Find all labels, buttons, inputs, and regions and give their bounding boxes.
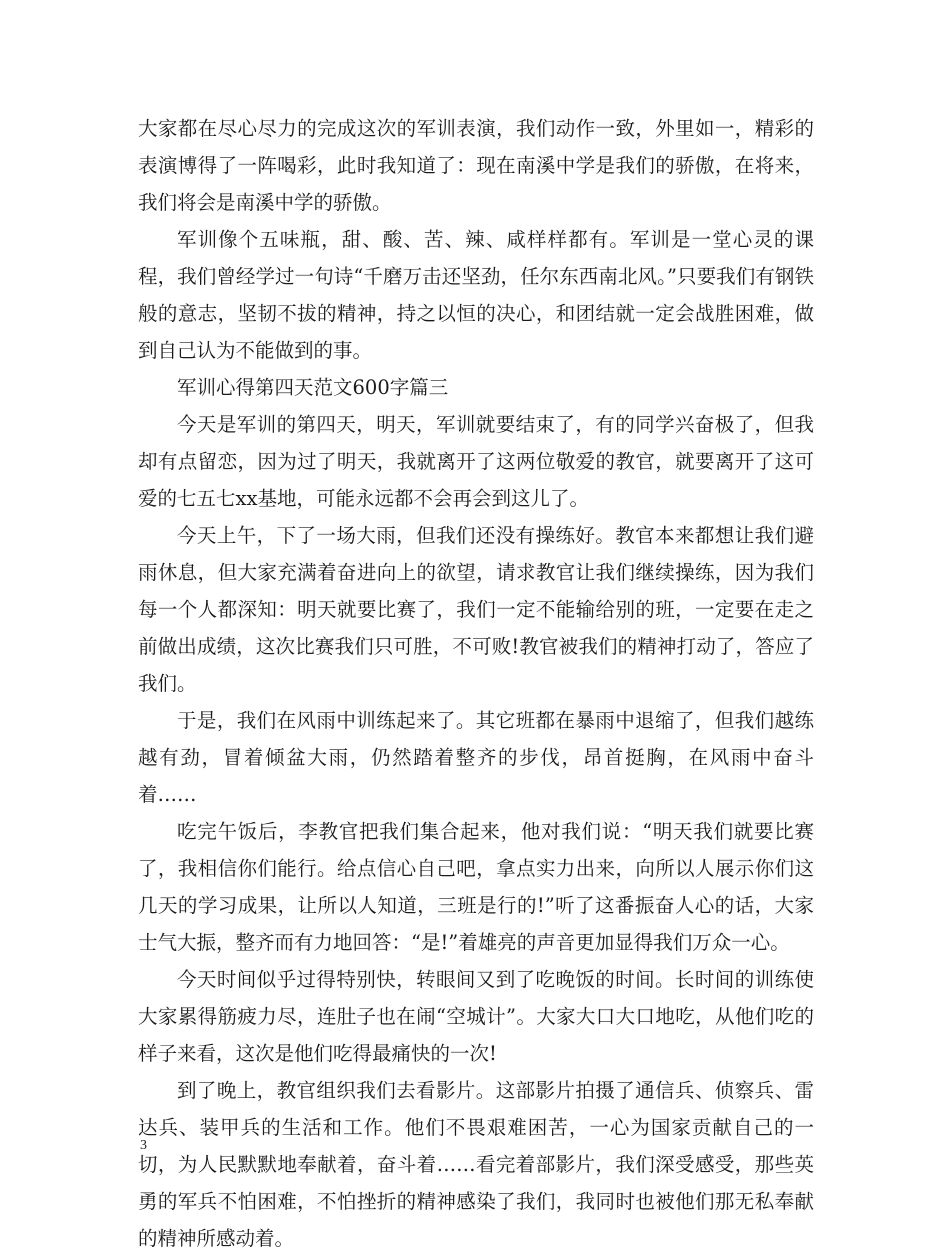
paragraph-2: 军训像个五味瓶，甜、酸、苦、辣、咸样样都有。军训是一堂心灵的课程，我们曾经学过一句诗“千磨万击还坚劲，任尔东西南北风。”只要我们有钢铁般的意志，坚韧不拔的精神，持之以恒的决心，和团结就一定会战胜困难，做到自己认为不能做到的事。 [138,228,814,362]
paragraph-5: 于是，我们在风雨中训练起来了。其它班都在暴雨中退缩了，但我们越练越有劲，冒着倾盆大雨，仍然踏着整齐的步伐，昂首挺胸，在风雨中奋斗着…… [138,709,814,806]
paragraph-1: 大家都在尽心尽力的完成这次的军训表演，我们动作一致，外里如一，精彩的表演博得了一阵喝彩，此时我知道了：现在南溪中学是我们的骄傲，在将来，我们将会是南溪中学的骄傲。 [138,117,814,214]
paragraph-8: 到了晚上，教官组织我们去看影片。这部影片拍摄了通信兵、侦察兵、雷达兵、装甲兵的生活和工作。他们不畏艰难困苦，一心为国家贡献自己的一切，为人民默默地奉献着，奋斗着……看完着部影片，我们深受感受，那些英勇的军兵不怕困难，不怕挫折的精神感染了我们，我同时也被他们那无私奉献的精神所感动着。 [138,1079,814,1250]
paragraph-7: 今天时间似乎过得特别快，转眼间又到了吃晚饭的时间。长时间的训练使大家累得筋疲力尽，连肚子也在闹“空城计”。大家大口大口地吃，从他们吃的样子来看，这次是他们吃得最痛快的一次! [138,968,814,1065]
page-number: 3 [140,1138,147,1153]
paragraph-3: 今天是军训的第四天，明天，军训就要结束了，有的同学兴奋极了，但我却有点留恋，因为过了明天，我就离开了这两位敬爱的教官，就要离开了这可爱的七五七xx基地，可能永远都不会再会到这儿了。 [138,413,814,510]
paragraph-4: 今天上午，下了一场大雨，但我们还没有操练好。教官本来都想让我们避雨休息，但大家充满着奋进向上的欲望，请求教官让我们继续操练，因为我们每一个人都深知：明天就要比赛了，我们一定不能输给别的班，一定要在走之前做出成绩，这次比赛我们只可胜，不可败!教官被我们的精神打动了，答应了我们。 [138,524,814,695]
section-heading: 军训心得第四天范文600字篇三 [177,376,449,399]
body-text [138,110,814,1257]
paragraph-6: 吃完午饭后，李教官把我们集合起来，他对我们说：“明天我们就要比赛了，我相信你们能行。给点信心自己吧，拿点实力出来，向所以人展示你们这几天的学习成果，让所以人知道，三班是行的!”听了这番振奋人心的话，大家士气大振，整齐而有力地回答：“是!”着雄亮的声音更加显得我们万众一心。 [138,820,814,954]
